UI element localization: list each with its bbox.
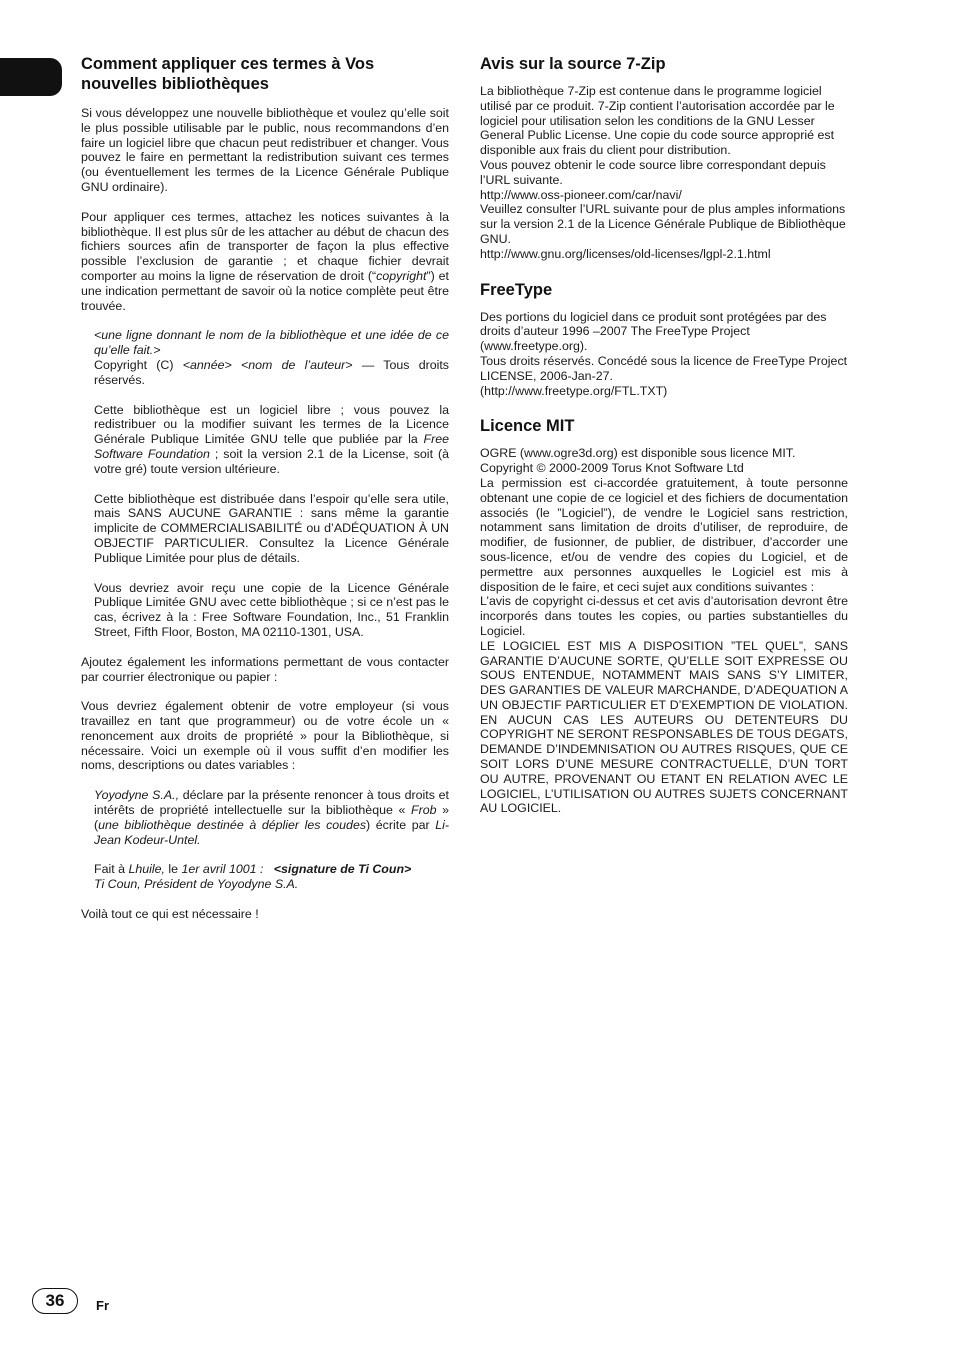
- paragraph-mit-notice: L’avis de copyright ci-dessus et cet avis d’autorisation devront être incorporés dans toutes les copies, ou parties substantielles du Logiciel.: [480, 594, 848, 638]
- paragraph-mit-permission: La permission est ci-accordée gratuitement, à toute personne obtenant une copie de ce logiciel et des fichiers de documentation associés (le ”Logiciel”), de vendre le Logiciel sans restriction, notamment sans limitation de droits d’utiliser, de reproduire, de modifier, de fusionner, de publier, de distribuer, d’accorder une sous-licence, et/ou de vendre des copies du Logiciel, et de permettre aux personnes auxquelles le Logiciel est mis à disposition de le faire, et ceci sujet aux conditions suivantes :: [480, 475, 848, 594]
- section-heading-7zip: Avis sur la source 7-Zip: [480, 55, 666, 73]
- paragraph-mit-warranty: LE LOGICIEL EST MIS A DISPOSITION ”TEL QUEL”, SANS GARANTIE D’AUCUNE SORTE, QU’ELLE SOIT EXPRESSE OU SOUS ENTENDUE, NOTAMMENT MAIS SANS S’Y LIMITER, DES GARANTIES DE VALEUR MARCHANDE, D’ADEQUATION A UN OBJECTIF PARTICULIER ET D’EXEMPTION DE VIOLATION. EN AUCUN CAS LES AUTEURS OU DETENTEURS DU COPYRIGHT NE SERONT RESPONSABLES DE TOUS DEGATS, DEMANDE D’INDEMNISATION OU AUTRES RISQUES, QUE CE SOIT LORS D’UNE MESURE CONTRACTUELLE, D’UN TORT OU AUTRE, PROVENANT OU ETANT EN RELATION AVEC LE LOGICIEL, L’UTILISATION OU AUTRES SUJETS CONCERNANT AU LOGICIEL.: [480, 638, 848, 816]
- paragraph-closing: Voilà tout ce qui est nécessaire !: [81, 907, 259, 922]
- notice-copy-received: Vous devriez avoir reçu une copie de la Licence Générale Publique Limitée GNU avec cette bibliothèque ; si ce n’est pas le cas, écrivez à la : Free Software Foundation, Inc., 51 Franklin Street, Fifth Floor, Boston, MA 02110-1301, USA.: [94, 580, 449, 639]
- paragraph-ogre: OGRE (www.ogre3d.org) est disponible sous licence MIT.: [480, 446, 796, 461]
- paragraph-freetype-license: Tous droits réservés. Concédé sous la licence de FreeType Project LICENSE, 2006-Jan-27.: [480, 353, 848, 383]
- paragraph-ogre-copyright: Copyright © 2000-2009 Torus Knot Software Ltd: [480, 461, 744, 476]
- example-disclaimer: Yoyodyne S.A., déclare par la présente renoncer à tous droits et intérêts de propriété intellectuelle sur la bibliothèque « Frob » (une bibliothèque destinée à déplier les coudes) écrite par Li-Jean Kodeur-Untel.: [94, 788, 449, 847]
- paragraph-contact: Ajoutez également les informations permettant de vous contacter par courrier électronique ou papier :: [81, 654, 449, 684]
- notice-free-software: Cette bibliothèque est un logiciel libre ; vous pouvez la redistribuer ou la modifier suivant les termes de la Licence Générale Publique Limitée GNU telle que publiée par la Free Software Foundation ; soit la version 2.1 de la License, soit (à votre gré) toute version ultérieure.: [94, 402, 449, 476]
- page-number: 36: [32, 1288, 78, 1314]
- url-gnu-lgpl: http://www.gnu.org/licenses/old-licenses/lgpl-2.1.html: [480, 246, 771, 261]
- section-heading-freetype: FreeType: [480, 280, 553, 299]
- section-heading-apply-terms: Comment appliquer ces termes à Vos nouvelles bibliothèques: [81, 55, 375, 93]
- notice-warranty: Cette bibliothèque est distribuée dans l’espoir qu’elle sera utile, mais SANS AUCUNE GARANTIE : sans même la garantie implicite de COMMERCIALISABILITÉ ou d’ADÉQUATION À UN OBJECTIF PARTICULIER. Consultez la Licence Générale Publique Limitée pour plus de détails.: [94, 491, 449, 565]
- section-heading-mit: Licence MIT: [480, 417, 575, 436]
- paragraph-7zip-intro: La bibliothèque 7-Zip est contenue dans le programme logiciel utilisé par ce produit. 7-Zip contient l’autorisation accordée par le logiciel pour utilisation selon les conditions de la GNU Lesser General Public License. Une copie du code source approprié est disponible aux frais du client pour distribution.: [480, 84, 835, 158]
- url-freetype: (http://www.freetype.org/FTL.TXT): [480, 383, 668, 398]
- paragraph-apply: Pour appliquer ces termes, attachez les notices suivantes à la bibliothèque. Il est plus sûr de les attacher au début de chacun des fichiers sources afin de transporter de façon la plus effective possible l’exclusion de garantie ; et chaque fichier devrait comporter au moins la ligne de réservation de droit (“copyright”) et une indication permettant de savoir où la notice complète peut être trouvée.: [81, 209, 449, 313]
- url-pioneer: http://www.oss-pioneer.com/car/navi/: [480, 187, 682, 202]
- left-column: [81, 54, 449, 937]
- paragraph-employer: Vous devriez également obtenir de votre employeur (si vous travaillez en tant que programmeur) ou de votre école un « renoncement aux droits de propriété » pour la Bibliothèque, si nécessaire. Voici un exemple où il vous suffit d’en modifier les noms, descriptions ou dates variables :: [81, 699, 449, 773]
- example-signature: Fait à Lhuile, le 1er avril 1001 : <signature de Ti Coun> Ti Coun, Président de Yoyodyne S.A.: [94, 862, 412, 892]
- chapter-tab: [0, 58, 62, 96]
- language-label: Fr: [96, 1298, 109, 1313]
- paragraph-7zip-source: Vous pouvez obtenir le code source libre correspondant depuis l’URL suivante.: [480, 157, 826, 187]
- paragraph-freetype-copyright: Des portions du logiciel dans ce produit sont protégées par des droits d’auteur 1996 –2007 The FreeType Project (www.freetype.org).: [480, 309, 827, 354]
- right-column: [480, 54, 848, 816]
- notice-header: <une ligne donnant le nom de la bibliothèque et une idée de ce qu’elle fait.> Copyright (C) <année> <nom de l’auteur> — Tous droits réservés.: [94, 328, 449, 387]
- paragraph-intro: Si vous développez une nouvelle bibliothèque et voulez qu’elle soit le plus possible utilisable par le public, nous recommandons d’en faire un logiciel libre que chacun peut redistribuer et changer. Vous pouvez le faire en permettant la redistribution suivant ces termes (ou éventuellement les termes de la Licence Générale Publique GNU ordinaire).: [81, 106, 449, 194]
- paragraph-7zip-lgpl: Veuillez consulter l’URL suivante pour de plus amples informations sur la version 2.1 de la Licence Générale Publique de Bibliothèque GNU.: [480, 202, 846, 246]
